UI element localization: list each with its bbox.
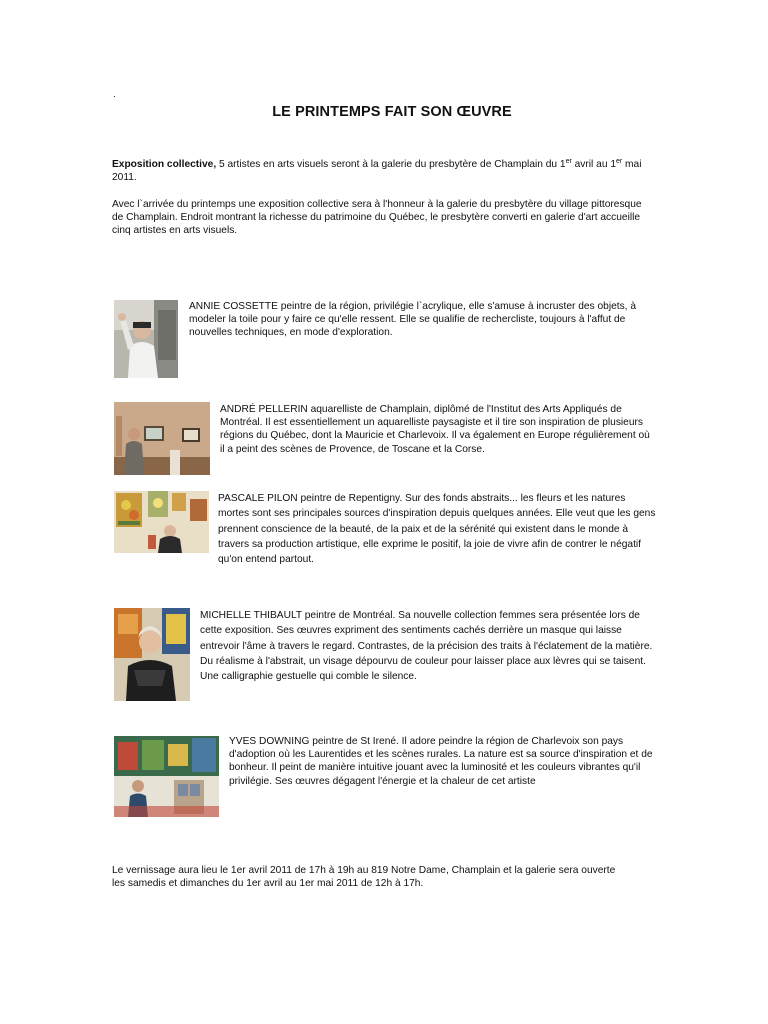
intro-text-2: avril au 1 (571, 159, 616, 170)
intro-lead: Exposition collective, (112, 159, 217, 170)
artist-bio-annie-cossette: ANNIE COSSETTE peintre de la région, privilégie l`acrylique, elle s'amuse à incruster des objets, à modeler la toile pour y faire ce qu'elle ressent. Elle se qualifie de rechercliste, toujours à l'affut de nouvelles techniques, en mode d'exploration. (189, 301, 636, 339)
intro-text-3: mai 2011. (112, 159, 642, 183)
description-paragraph: Avec l`arrivée du printemps une exposition collective sera à l'honneur à la galerie du presbytère du village pittoresque de Champlain. Endroit montrant la richesse du patrimoine du Québec, le presbytère converti en galerie d'art accueille cinq artistes en arts visuels. (112, 199, 642, 236)
artist-bio-michelle-thibault: MICHELLE THIBAULT peintre de Montréal. Sa nouvelle collection femmes sera présentée lors de cette exposition. Ses œuvres expriment des sentiments cachés derrière un masque qui laisse entrevoir l'âme à travers le regard. Contrastes, de la précision des traits à l'éclatement de la matière. Du réalisme à l'abstrait, un visage dépourvu de couleur pour laisser place aux lèvres qui se taisent. Une calligraphie gestuelle qui comble le silence. (200, 610, 653, 683)
closing-paragraph: Le vernissage aura lieu le 1er avril 2011 de 17h à 19h au 819 Notre Dame, Champlain et la galerie sera ouverte les samedis et dimanches du 1er avril au 1er mai 2011 de 12h à 17h. (112, 865, 616, 889)
intro-sup-1: er (565, 158, 572, 165)
stray-mark: . (113, 89, 116, 100)
intro-sup-2: er (615, 158, 623, 165)
artist-photo-pascale-pilon (114, 491, 209, 553)
artist-bio-pascale-pilon: PASCALE PILON peintre de Repentigny. Sur des fonds abstraits... les fleurs et les natures mortes sont ses principales sources d'inspiration depuis quelques années. Elle veut que les gens prennent conscience de la beauté, de la paix et de la sérénité qui existent dans le monde à travers sa production artistique, elle exprime le positif, la joie de vivre afin de contrer le négatif qu'on entend partout. (218, 493, 656, 566)
intro-text-1: 5 artistes en arts visuels seront à la galerie du presbytère de Champlain du 1 (216, 159, 566, 170)
artist-photo-michelle-thibault (114, 608, 190, 701)
artist-photo-andre-pellerin (114, 402, 210, 475)
artist-bio-yves-downing: YVES DOWNING peintre de St Irené. Il adore peindre la région de Charlevoix son pays d'adoption où les Laurentides et les scènes rurales. La nature est sa source d'inspiration et de bonheur. Il peint de manière intuitive jouant avec la luminosité et les couleurs vibrantes qu'il privilégie. Ses œuvres dégagent l'énergie et la chaleur de cet artiste (229, 736, 653, 787)
artist-photo-annie-cossette (114, 300, 178, 378)
artist-bio-andre-pellerin: ANDRÉ PELLERIN aquarelliste de Champlain, diplômé de l'Institut des Arts Appliqués de Montréal. Il est essentiellement un aquarelliste paysagiste et il tire son inspiration de plusieurs régions du Québec, dont la Mauricie et Charlevoix. Il va également en Europe régulièrement où il a peint des scènes de Provence, de Toscane et la Corse. (220, 404, 650, 455)
page-title: LE PRINTEMPS FAIT SON ŒUVRE (272, 104, 512, 120)
artist-photo-yves-downing (114, 736, 219, 817)
intro-paragraph (112, 158, 657, 184)
